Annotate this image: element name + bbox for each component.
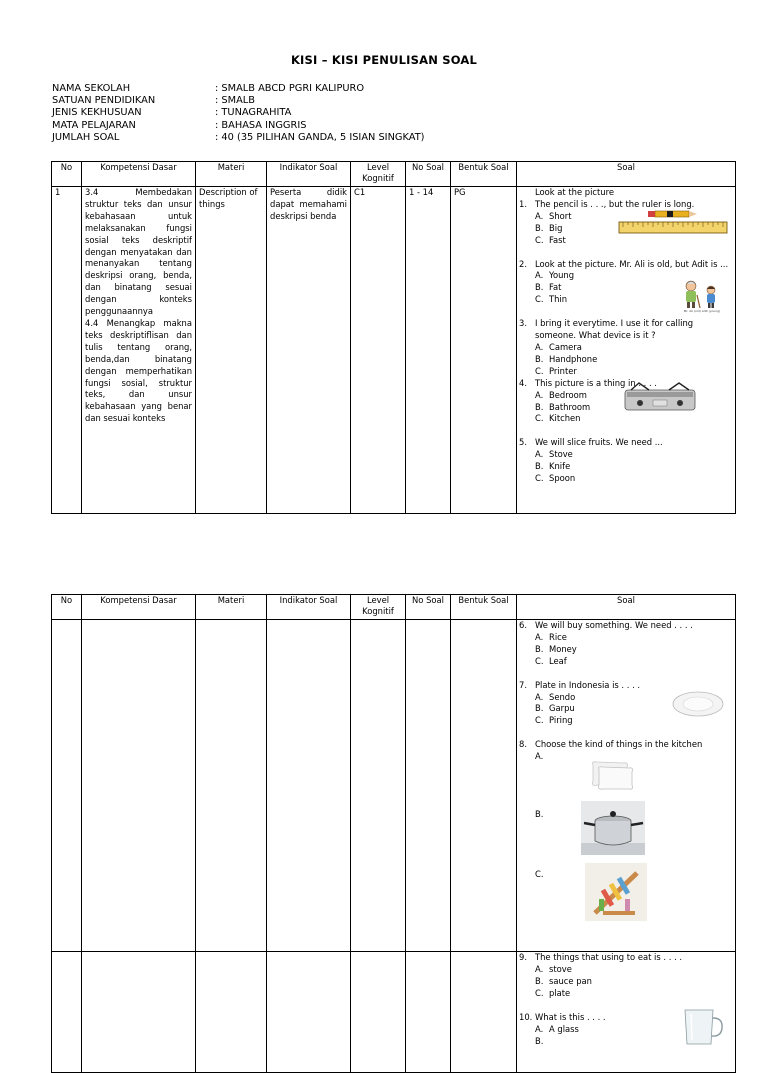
header-level-kognitif: Level Kognitif	[351, 162, 406, 187]
header-no-soal: No Soal	[406, 595, 451, 620]
option: B. sauce pan	[535, 976, 592, 987]
question-text: Plate in Indonesia is . . . .	[535, 679, 641, 690]
question-number: 1.	[519, 198, 527, 209]
question-10: 10. What is this . . . . A. A glass B.	[519, 1012, 731, 1048]
info-label: SATUAN PENDIDIKAN	[52, 95, 156, 107]
question-text: I bring it everytime. I use it for calling someone. What device is it ?	[535, 318, 694, 341]
info-row	[52, 120, 425, 132]
info-label: NAMA SEKOLAH	[52, 83, 131, 94]
option: C.	[535, 869, 544, 880]
header-no-soal: No Soal	[406, 162, 451, 187]
question-8: 8. Choose the kind of things in the kitchen A. B. C.	[519, 739, 731, 939]
option: A. Short	[535, 210, 572, 221]
option: A. Rice	[535, 631, 567, 642]
old-young-people-illustration	[679, 279, 725, 313]
question-text: The things that using to eat is . . . .	[535, 952, 683, 963]
option: A.	[535, 751, 544, 762]
option: B. Money	[535, 643, 577, 654]
info-row	[52, 95, 425, 107]
option: B.	[535, 1035, 544, 1046]
option: A. Bedroom	[535, 389, 587, 400]
svg-text:Mr. Ali (old) Adit (young): Mr. Ali (old) Adit (young)	[683, 308, 721, 313]
cell-soal	[517, 952, 736, 1073]
question-text: We will slice fruits. We need ...	[535, 437, 663, 448]
header-soal: Soal	[517, 595, 736, 620]
info-label: JUMLAH SOAL	[52, 131, 120, 143]
info-label: MATA PELAJARAN	[52, 119, 136, 131]
info-value: : SMALB ABCD PGRI KALIPURO	[215, 83, 365, 94]
question-3: 3. I bring it everytime. I use it for calling someone. What device is it ? A. Camera B. Handphone C. Printer	[519, 318, 731, 378]
option: C. plate	[535, 987, 571, 998]
header-bentuk-soal: Bentuk Soal	[451, 595, 517, 620]
cell-soal	[517, 187, 736, 514]
cell-no-soal: 1 - 14	[406, 187, 451, 514]
option: C. Kitchen	[535, 413, 581, 424]
table-header-row	[52, 595, 736, 620]
question-text: This picture is a thing in . . . .	[535, 377, 657, 388]
header-indikator: Indikator Soal	[267, 595, 351, 620]
info-value: : BAHASA INGGRIS	[215, 119, 307, 131]
cell-soal	[517, 620, 736, 952]
header-level-kognitif: Level Kognitif	[351, 595, 406, 620]
header-no: No	[52, 162, 82, 187]
kisi-table-1	[51, 161, 736, 514]
table-row	[52, 952, 736, 1073]
cell-indikator: Peserta didik dapat memahami deskripsi benda	[267, 187, 351, 514]
info-row	[52, 107, 425, 119]
header-indikator: Indikator Soal	[267, 162, 351, 187]
info-row	[52, 132, 425, 144]
sauce-pan-illustration	[581, 801, 645, 855]
option: C. Piring	[535, 715, 573, 726]
option: A. stove	[535, 964, 572, 975]
option: A. Sendo	[535, 691, 576, 702]
question-text: What is this . . . .	[535, 1011, 606, 1022]
question-1	[519, 199, 731, 247]
option: B. Garpu	[535, 703, 575, 714]
option: B. Handphone	[535, 353, 598, 364]
kd-4-4: 4.4 Menangkap makna teks deskriptiflisan dan tulis tentang orang, benda,dan binatang dengan memperhatikan fungsi sosial, struktur teks, dan unsur kebahasaan yang benar dan sesuai konteks	[85, 317, 192, 424]
cell-no: 1	[52, 187, 82, 514]
question-9: 9. The things that using to eat is . . . . A. stove B. sauce pan C. plate	[519, 952, 731, 1000]
table-header-row	[52, 162, 736, 187]
question-text: The pencil is . . ., but the ruler is long.	[535, 198, 695, 209]
pillows-illustration	[587, 759, 635, 791]
option: C. Spoon	[535, 473, 576, 484]
table-row	[52, 187, 736, 514]
header-materi: Materi	[196, 162, 267, 187]
table-row	[52, 620, 736, 952]
school-info	[52, 83, 425, 144]
question-text: Look at the picture. Mr. Ali is old, but Adit is ...	[535, 258, 729, 269]
option: C. Leaf	[535, 655, 567, 666]
info-row	[52, 83, 425, 95]
option: A. A glass	[535, 1023, 579, 1034]
option: C. Printer	[535, 365, 577, 376]
option: B.	[535, 809, 544, 820]
option: A. Young	[535, 270, 575, 281]
kd-3-4: 3.4 Membedakan struktur teks dan unsur kebahasaan untuk melaksanakan fungsi sosial teks deskriptif dengan menyatakan dan menanyakan tentang deskripsi orang, benda, dan binatang sesuai dengan konteks penggunaannya	[85, 187, 192, 317]
option: A. Stove	[535, 449, 573, 460]
plate-illustration	[671, 690, 725, 718]
soal-intro: Look at the picture	[535, 187, 615, 197]
header-bentuk-soal: Bentuk Soal	[451, 162, 517, 187]
info-value: : 40 (35 PILIHAN GANDA, 5 ISIAN SINGKAT)	[215, 131, 425, 143]
question-7: 7. Plate in Indonesia is . . . . A. Sendo B. Garpu C. Piring	[519, 680, 731, 728]
header-materi: Materi	[196, 595, 267, 620]
header-no: No	[52, 595, 82, 620]
header-kompetensi-dasar: Kompetensi Dasar	[82, 162, 196, 187]
info-value: : SMALB	[215, 95, 255, 107]
question-4: 4. This picture is a thing in . . . . A. Bedroom B. Bathroom C. Kitchen	[519, 378, 731, 426]
question-text: Choose the kind of things in the kitchen	[535, 739, 703, 750]
header-soal: Soal	[517, 162, 736, 187]
cell-kompetensi-dasar	[82, 187, 196, 514]
cell-bentuk: PG	[451, 187, 517, 514]
bookshelf-illustration	[585, 863, 647, 921]
pencil-ruler-illustration	[617, 209, 729, 237]
info-label: JENIS KEKHUSUAN	[52, 107, 142, 119]
question-text: We will buy something. We need . . . .	[535, 620, 693, 630]
header-kompetensi-dasar: Kompetensi Dasar	[82, 595, 196, 620]
gas-stove-illustration	[623, 380, 697, 412]
option: B. Fat	[535, 282, 562, 293]
option: B. Big	[535, 222, 563, 233]
info-value: : TUNAGRAHITA	[215, 107, 292, 119]
option: C. Fast	[535, 234, 566, 245]
cell-materi: Description of things	[196, 187, 267, 514]
option: B. Knife	[535, 461, 571, 472]
question-2: 2. Look at the picture. Mr. Ali is old, but Adit is ... A. Young B. Fat C. Thin Mr. Ali (old) Adit (young)	[519, 259, 731, 307]
option: A. Camera	[535, 341, 582, 352]
cell-level: C1	[351, 187, 406, 514]
document-title: KISI – KISI PENULISAN SOAL	[290, 53, 478, 67]
option: B. Bathroom	[535, 401, 591, 412]
option: C. Thin	[535, 294, 568, 305]
glass-mug-illustration	[679, 1006, 725, 1046]
kisi-table-2	[51, 594, 736, 1073]
question-5: 5. We will slice fruits. We need ... A. Stove B. Knife C. Spoon	[519, 437, 731, 485]
question-6: 6. We will buy something. We need . . . . A. Rice B. Money C. Leaf	[519, 620, 731, 668]
